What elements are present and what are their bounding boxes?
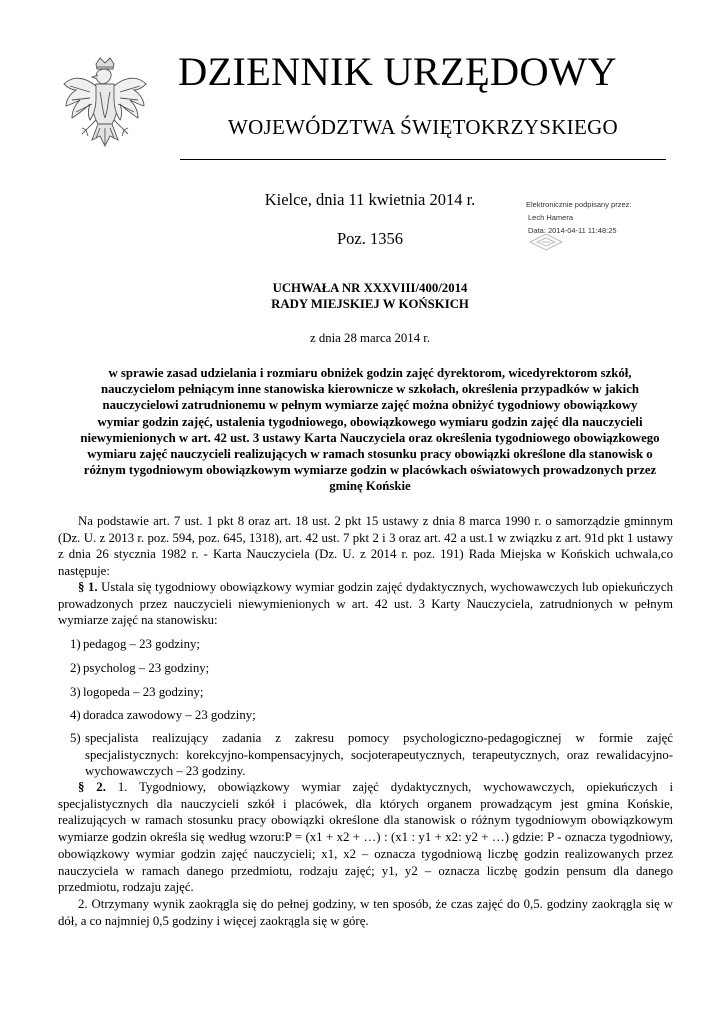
section-1-text: Ustala się tygodniowy obowiązkowy wymiar godzin zajęć dydaktycznych, wychowawczych lub opiekuńczych prowadzonych przez nauczycieli niewymienionych w art. 42 ust. 3 Karty Nauczyciela, zatrudnionych w pełnym wymiarze zajęć na stanowisku: [58, 580, 674, 628]
signature-signer: Lech Hamera [528, 213, 574, 222]
list-item-number: 1) [70, 637, 81, 651]
list-item-number: 2) [70, 661, 81, 675]
section-2-mark: § 2. [78, 780, 106, 794]
list-item [70, 707, 673, 724]
list-item [70, 660, 673, 677]
list-item-text: doradca zawodowy – 23 godziny; [83, 708, 256, 722]
section-1-mark: § 1. [78, 580, 98, 594]
section-2-text: 1. Tygodniowy, obowiązkowy wymiar zajęć dydaktycznych, wychowawczych, opiekuńczych i specjalistycznych dla nauczycieli szkół i placówek, dla których organem prowadzącym jest gmina Końskie, realizujących w ramach stosunku pracy obowiązki określone dla stanowisk o różnym tygodniowym obowiązkowym wymiarze godzin określa się według wzoru:P = (x1 + x2 + …) : (x1 : y1 + x2: y2 + …) gdzie: P - oznacza tygodniowy, obowiązkowy wymiar godzin zajęć nauczycieli; x1, x2 – oznacza tygodniową liczbę godzin realizowanych przez nauczyciela w ramach danego przedmiotu, rodzaju zajęć; y1, y2 – oznacza liczbę godzin pensum dla danego przedmiotu, rodzaju zajęć. [58, 780, 673, 895]
position-number: Poz. 1356 [337, 229, 403, 248]
list-item [70, 636, 673, 653]
header-divider [180, 159, 666, 160]
resolution-date: z dnia 28 marca 2014 r. [309, 331, 431, 345]
list-item [70, 684, 673, 701]
list-item-number: 3) [70, 685, 81, 699]
section-1-paragraph [58, 579, 673, 629]
list-item-text: psycholog – 23 godziny; [83, 661, 210, 675]
section-2-paragraph [58, 779, 673, 896]
list-item-number: 4) [70, 708, 81, 722]
resolution-number: UCHWAŁA NR XXXVIII/400/2014 [272, 281, 468, 295]
list-item-number: 5) [70, 731, 81, 745]
resolution-heading [160, 280, 580, 312]
resolution-subject: w sprawie zasad udzielania i rozmiaru obniżek godzin zajęć dyrektorom, wicedyrektorom szkół, nauczycielom pełniącym inne stanowiska kierownicze w szkołach, określenia przypadków w jakich nauczycielowi zatrudnionemu w pełnym wymiarze zajęć można obniżyć tygodniowy obowiązkowy wymiar godzin zajęć, ustalenia tygodniowego, obowiązkowego wymiaru godzin zajęć dla nauczycieli niewymienionych w art. 42 ust. 3 ustawy Karta Nauczyciela oraz określenia tygodniowego obowiązkowego wymiaru zajęć nauczycieli realizujących w ramach stosunku pracy obowiązki określone dla stanowisk o różnym tygodniowym obowiązkowym wymiarze godzin w placówkach oświatowych prowadzonych przez gminę Końskie [80, 366, 660, 494]
journal-subtitle: WOJEWÓDZTWA ŚWIĘTOKRZYSKIEGO [227, 115, 619, 139]
issue-dateline: Kielce, dnia 11 kwietnia 2014 r. [264, 190, 476, 209]
signature-date: Data: 2014-04-11 11:48:25 [528, 226, 617, 235]
list-item [70, 730, 673, 780]
signature-seal-icon [528, 232, 564, 252]
section-2-point-2: 2. Otrzymany wynik zaokrągla się do pełnej godziny, w ten sposób, że czas zajęć do 0,5. godziny zaokrągla się w dół, a co najmniej 0,5 godziny i więcej zaokrągla się w górę. [58, 897, 673, 928]
signature-label: Elektronicznie podpisany przez: [526, 200, 632, 209]
journal-title: DZIENNIK URZĘDOWY [178, 49, 617, 94]
polish-eagle-emblem [60, 54, 150, 166]
list-item-text: logopeda – 23 godziny; [83, 685, 204, 699]
preamble-paragraph: Na podstawie art. 7 ust. 1 pkt 8 oraz art. 18 ust. 2 pkt 15 ustawy z dnia 8 marca 1990 r. o samorządzie gminnym (Dz. U. z 2013 r. poz. 594, poz. 645, 1318), art. 42 ust. 7 pkt 2 i 3 oraz art. 42 a ust.1 w związku z art. 91d pkt 1 ustawy z dnia 26 stycznia 1982 r. - Karta Nauczyciela (Dz. U. z 2014 r. poz. 191) Rada Miejska w Końskich uchwala,co następuje: [58, 514, 673, 579]
resolution-council: RADY MIEJSKIEJ W KOŃSKICH [271, 297, 469, 311]
list-item-text: pedagog – 23 godziny; [83, 637, 200, 651]
list-item-text: specjalista realizujący zadania z zakresu pomocy psychologiczno-pedagogicznej w formie zajęć specjalistycznych: korekcyjno-kompensacyjnych, socjoterapeutycznych, terapeutycznych, oraz rewalidacyjno-wychowawczych – 23 godziny. [85, 731, 673, 779]
